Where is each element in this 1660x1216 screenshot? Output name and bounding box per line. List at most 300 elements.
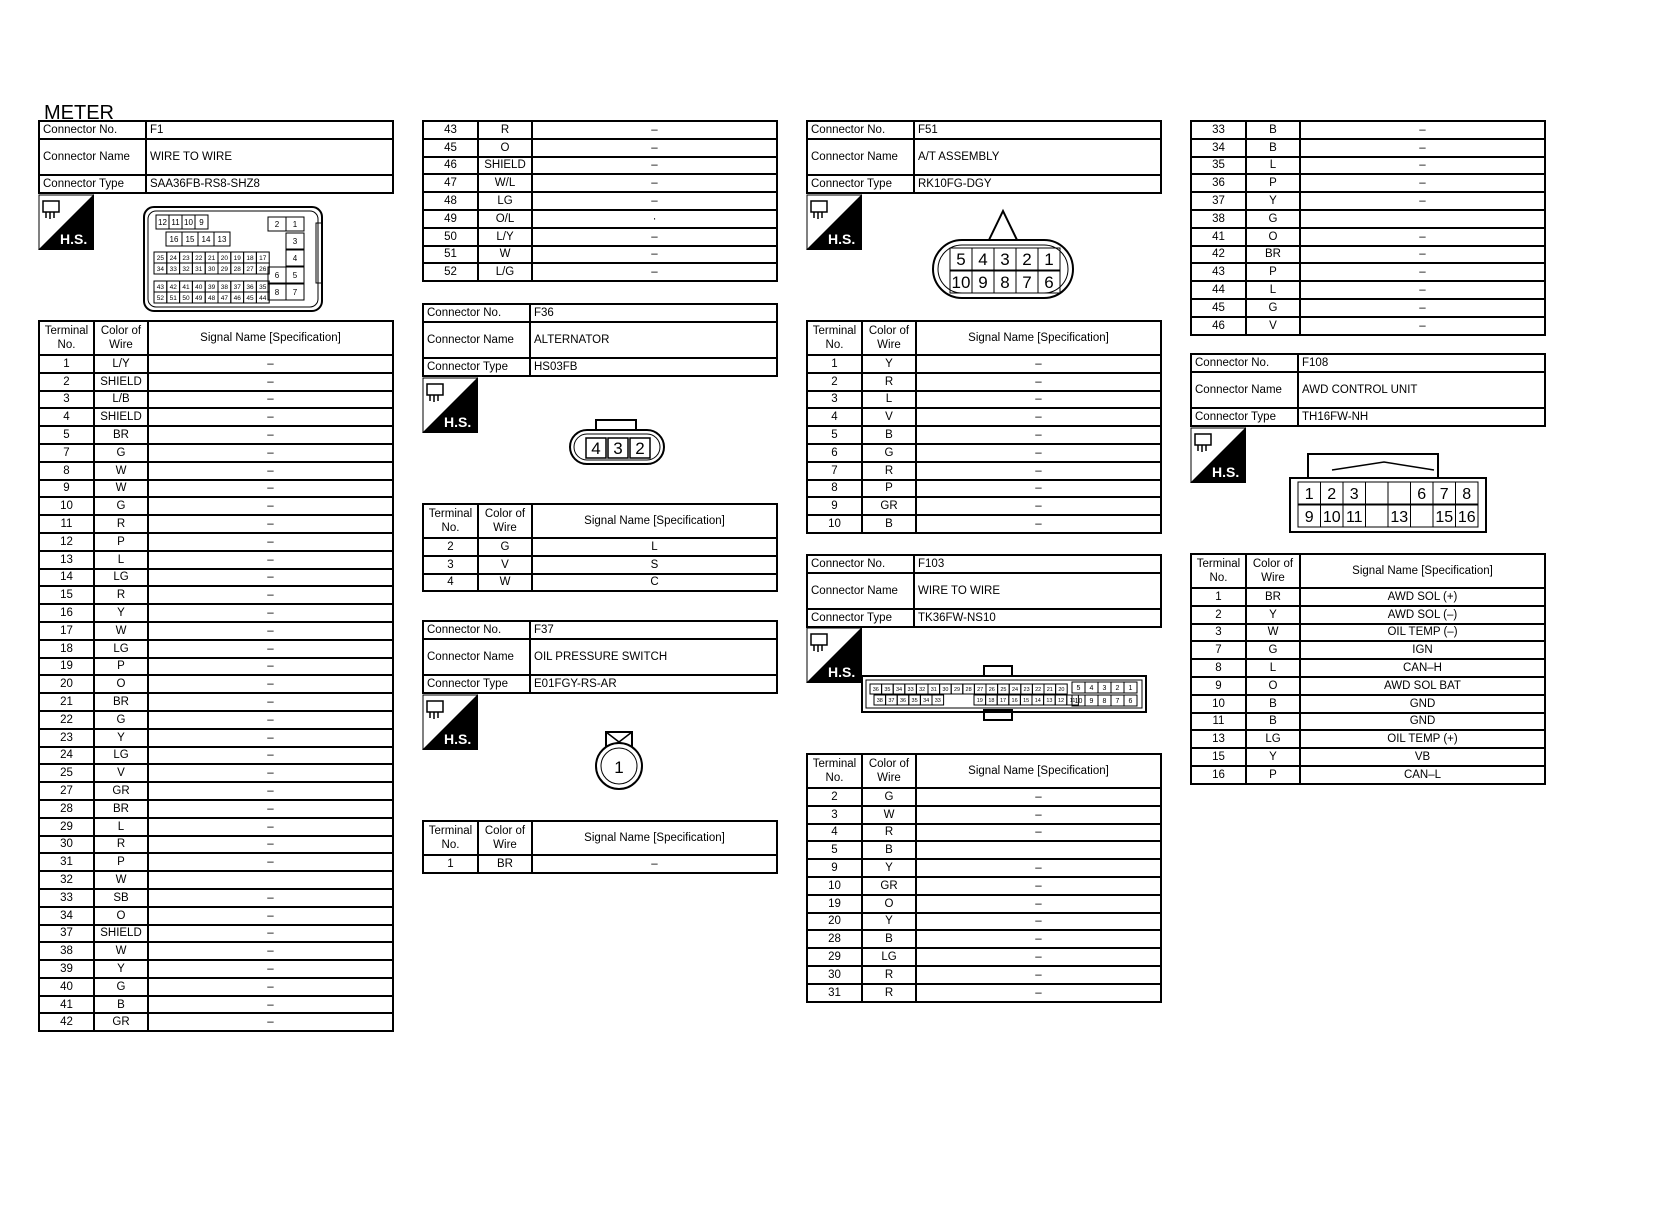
signal-name-cell: L (532, 538, 777, 556)
signal-name-cell: – (148, 462, 393, 480)
signal-name-cell: C (532, 574, 777, 592)
connector-name-value: ALTERNATOR (530, 322, 777, 358)
wire-color-cell: G (862, 788, 916, 806)
terminal-no-cell: 16 (1191, 766, 1246, 784)
signal-name-cell: GND (1300, 695, 1545, 713)
svg-text:11: 11 (1069, 697, 1076, 704)
table-row (423, 574, 777, 592)
svg-text:H.S.: H.S. (444, 414, 472, 430)
wire-color-cell: Y (1246, 748, 1300, 766)
terminal-no-cell: 40 (39, 978, 94, 996)
signal-name-cell: – (532, 121, 777, 139)
svg-text:8: 8 (1102, 698, 1107, 706)
signal-name-cell: – (148, 996, 393, 1014)
terminal-no-cell: 42 (39, 1013, 94, 1031)
table-row (39, 391, 393, 409)
signal-name-cell: – (916, 497, 1161, 515)
svg-text:1: 1 (1044, 250, 1054, 270)
table-row (39, 925, 393, 943)
svg-text:H.S.: H.S. (1212, 464, 1240, 480)
connector-f108-info (1190, 353, 1546, 427)
table-row (39, 747, 393, 765)
color-of-wire-header: Color of Wire (478, 504, 532, 538)
signal-name-cell: – (148, 1013, 393, 1031)
f1-pin (256, 263, 269, 274)
f37-pin: 1 (614, 758, 624, 777)
signal-name-cell: – (916, 408, 1161, 426)
svg-text:7: 7 (1439, 485, 1449, 503)
svg-text:15: 15 (1435, 508, 1454, 526)
signal-name-cell: – (1300, 299, 1545, 317)
svg-text:13: 13 (1046, 697, 1053, 704)
connector-f1-table-cont (422, 120, 778, 282)
svg-text:29: 29 (953, 686, 961, 693)
terminal-no-cell: 7 (807, 462, 862, 480)
table-row (39, 497, 393, 515)
f108-pin (1433, 505, 1456, 527)
wire-color-cell: G (862, 444, 916, 462)
f1-pin (180, 292, 193, 303)
f1-pin (156, 215, 169, 229)
table-row (1191, 606, 1545, 624)
wire-color-cell: O (478, 139, 532, 157)
table-row (39, 782, 393, 800)
connector-f1-table (38, 320, 394, 1032)
wire-color-cell: R (862, 984, 916, 1002)
connector-f108-table (1190, 553, 1546, 785)
connector-no-value: F36 (530, 304, 777, 322)
svg-text:14: 14 (201, 234, 211, 244)
table-row (39, 480, 393, 498)
wire-color-cell: B (1246, 139, 1300, 157)
table-row (423, 556, 777, 574)
f37-connector-face (592, 730, 646, 797)
terminal-no-cell: 31 (807, 984, 862, 1002)
signal-name-cell: – (148, 747, 393, 765)
signal-name-cell: – (148, 960, 393, 978)
signal-name-header: Signal Name [Specification] (532, 504, 777, 538)
svg-text:51: 51 (169, 294, 177, 302)
f1-pin (218, 263, 231, 274)
svg-text:35: 35 (884, 686, 891, 693)
signal-name-cell: – (1300, 121, 1545, 139)
terminal-no-header: Terminal No. (39, 321, 94, 355)
svg-text:15: 15 (1023, 697, 1030, 704)
svg-text:6: 6 (1128, 698, 1133, 706)
f1-pin (192, 292, 205, 303)
signal-name-cell: – (1300, 174, 1545, 192)
terminal-no-cell: 10 (807, 877, 862, 895)
wire-color-cell: B (862, 426, 916, 444)
svg-text:3: 3 (1000, 250, 1010, 270)
terminal-no-cell: 1 (423, 855, 478, 873)
color-of-wire-header: Color of Wire (1246, 554, 1300, 588)
signal-name-cell: – (532, 174, 777, 192)
wire-color-cell: V (862, 408, 916, 426)
svg-text:27: 27 (977, 686, 984, 693)
signal-name-cell: IGN (1300, 641, 1545, 659)
connector-f36-table (422, 503, 778, 592)
wire-color-cell: L (94, 551, 148, 569)
signal-name-cell: CAN–L (1300, 766, 1545, 784)
f1-pin (167, 263, 180, 274)
svg-text:23: 23 (182, 254, 190, 262)
svg-text:18: 18 (246, 254, 254, 262)
wire-color-cell: O (1246, 677, 1300, 695)
terminal-no-cell: 45 (1191, 299, 1246, 317)
table-row (807, 859, 1161, 877)
signal-name-header: Signal Name [Specification] (916, 321, 1161, 355)
terminal-no-cell: 50 (423, 228, 478, 246)
table-row (807, 841, 1161, 859)
table-row (39, 373, 393, 391)
wire-color-cell: BR (1246, 588, 1300, 606)
svg-text:17: 17 (999, 697, 1007, 704)
terminal-no-cell: 41 (39, 996, 94, 1014)
table-row (39, 960, 393, 978)
terminal-no-cell: 45 (423, 139, 478, 157)
terminal-no-cell: 20 (807, 913, 862, 931)
f1-pin (205, 252, 218, 263)
terminal-no-cell: 10 (807, 515, 862, 533)
wire-color-cell: G (478, 538, 532, 556)
signal-name-cell (916, 841, 1161, 859)
signal-name-cell: – (148, 711, 393, 729)
wire-color-cell: B (862, 930, 916, 948)
table-row (1191, 174, 1545, 192)
svg-text:34: 34 (923, 697, 930, 704)
table-row (39, 853, 393, 871)
f1-pin (182, 232, 198, 246)
wire-color-cell: B (862, 515, 916, 533)
f1-pin (231, 281, 244, 292)
wire-color-cell: SHIELD (94, 925, 148, 943)
wire-color-cell: W (478, 246, 532, 264)
terminal-no-cell: 6 (807, 444, 862, 462)
terminal-no-cell: 21 (39, 693, 94, 711)
terminal-no-cell: 3 (807, 806, 862, 824)
signal-name-cell: – (148, 889, 393, 907)
f1-pin (195, 215, 208, 229)
connector-type-label: Connector Type (807, 609, 914, 627)
table-row (39, 889, 393, 907)
signal-name-cell: – (148, 818, 393, 836)
connector-name-label: Connector Name (807, 573, 914, 609)
svg-text:35: 35 (911, 697, 918, 704)
hs-icon (806, 627, 864, 685)
color-of-wire-header: Color of Wire (94, 321, 148, 355)
table-row (807, 373, 1161, 391)
terminal-no-cell: 5 (807, 841, 862, 859)
hs-icon (422, 694, 480, 752)
table-row (807, 408, 1161, 426)
svg-text:34: 34 (156, 265, 165, 273)
f108-pin (1321, 505, 1344, 527)
f1-pin (218, 292, 231, 303)
signal-name-cell: – (916, 877, 1161, 895)
terminal-no-cell: 16 (39, 604, 94, 622)
table-row (423, 121, 777, 139)
f108-connector-face (1288, 452, 1488, 539)
terminal-no-cell: 37 (1191, 192, 1246, 210)
f1-pin (244, 263, 257, 274)
wire-color-cell: SHIELD (478, 157, 532, 175)
f1-pin (268, 284, 286, 300)
connector-no-label: Connector No. (807, 121, 914, 139)
color-of-wire-header: Color of Wire (862, 321, 916, 355)
table-row (1191, 210, 1545, 228)
svg-text:6: 6 (1417, 485, 1427, 503)
svg-text:1: 1 (1128, 685, 1133, 693)
svg-text:H.S.: H.S. (828, 664, 856, 680)
f1-pin (167, 281, 180, 292)
signal-name-cell: CAN–H (1300, 659, 1545, 677)
table-row (39, 533, 393, 551)
wire-color-cell: L/B (94, 391, 148, 409)
terminal-no-cell: 38 (1191, 210, 1246, 228)
terminal-no-cell: 28 (39, 800, 94, 818)
signal-name-cell: – (532, 139, 777, 157)
svg-text:2: 2 (1022, 250, 1032, 270)
f1-pin (154, 263, 167, 274)
svg-text:H.S.: H.S. (828, 231, 856, 247)
f51-pin (950, 271, 972, 293)
terminal-no-cell: 2 (1191, 606, 1246, 624)
connector-no-label: Connector No. (423, 621, 530, 639)
svg-text:44: 44 (259, 294, 267, 302)
svg-text:7: 7 (1115, 698, 1120, 706)
svg-text:45: 45 (246, 294, 254, 302)
wire-color-cell: G (1246, 299, 1300, 317)
signal-name-cell: – (916, 948, 1161, 966)
signal-name-cell: – (148, 640, 393, 658)
svg-text:23: 23 (1023, 686, 1030, 693)
svg-text:6: 6 (274, 270, 280, 280)
table-row (39, 426, 393, 444)
svg-text:32: 32 (182, 265, 190, 273)
connector-f37-info (422, 620, 778, 694)
terminal-no-cell: 34 (39, 907, 94, 925)
connector-name-label: Connector Name (423, 639, 530, 675)
table-row (807, 966, 1161, 984)
signal-name-cell: – (148, 675, 393, 693)
terminal-no-cell: 35 (1191, 157, 1246, 175)
wire-color-cell: Y (94, 960, 148, 978)
svg-text:17: 17 (259, 254, 267, 262)
svg-text:50: 50 (182, 294, 190, 302)
svg-text:3: 3 (292, 236, 298, 246)
svg-text:5: 5 (1076, 685, 1081, 693)
svg-text:13: 13 (217, 234, 227, 244)
connector-f36-info (422, 303, 778, 377)
signal-name-header: Signal Name [Specification] (1300, 554, 1545, 588)
table-row (1191, 695, 1545, 713)
svg-text:5: 5 (956, 250, 966, 270)
connector-type-value: HS03FB (530, 358, 777, 376)
f1-pin (154, 252, 167, 263)
table-row (1191, 246, 1545, 264)
table-row (423, 157, 777, 175)
svg-text:4: 4 (978, 250, 988, 270)
svg-text:25: 25 (1000, 686, 1007, 693)
signal-name-cell: – (1300, 157, 1545, 175)
f108-pin (1456, 505, 1479, 527)
hs-icon (806, 194, 864, 252)
signal-name-cell: – (532, 228, 777, 246)
signal-name-cell: – (148, 391, 393, 409)
signal-name-cell: S (532, 556, 777, 574)
signal-name-cell: – (148, 942, 393, 960)
f1-pin (166, 232, 182, 246)
table-row (39, 800, 393, 818)
wire-color-cell: W/L (478, 174, 532, 192)
table-row (807, 497, 1161, 515)
terminal-no-cell: 13 (1191, 730, 1246, 748)
table-row (39, 871, 393, 889)
wire-color-cell: Y (94, 729, 148, 747)
table-row (39, 444, 393, 462)
wire-color-cell: Y (94, 604, 148, 622)
connector-type-value: SAA36FB-RS8-SHZ8 (146, 175, 393, 193)
terminal-no-cell: 29 (807, 948, 862, 966)
signal-name-cell: – (148, 444, 393, 462)
svg-text:10: 10 (951, 273, 971, 293)
svg-text:16: 16 (1457, 508, 1476, 526)
terminal-no-cell: 18 (39, 640, 94, 658)
signal-name-cell: – (1300, 228, 1545, 246)
signal-name-cell: – (916, 824, 1161, 842)
svg-text:11: 11 (171, 217, 180, 227)
wire-color-cell: LG (94, 569, 148, 587)
signal-name-cell: – (916, 515, 1161, 533)
wire-color-cell: R (862, 966, 916, 984)
wire-color-cell: W (94, 942, 148, 960)
table-row (39, 942, 393, 960)
svg-text:6: 6 (1044, 273, 1054, 293)
signal-name-cell: · (532, 210, 777, 228)
table-row (39, 551, 393, 569)
table-row (1191, 588, 1545, 606)
wire-color-cell: V (478, 556, 532, 574)
f1-pin (169, 215, 182, 229)
svg-text:22: 22 (195, 254, 203, 262)
table-row (39, 408, 393, 426)
svg-text:43: 43 (156, 283, 165, 291)
svg-text:12: 12 (158, 217, 167, 227)
table-row (423, 228, 777, 246)
f1-pin (192, 281, 205, 292)
svg-text:24: 24 (1011, 686, 1019, 693)
svg-text:1: 1 (292, 219, 298, 229)
svg-text:4: 4 (591, 439, 601, 458)
terminal-no-cell: 42 (1191, 246, 1246, 264)
table-row (807, 930, 1161, 948)
f1-pin (231, 252, 244, 263)
signal-name-cell: – (148, 782, 393, 800)
wire-color-cell: BR (94, 426, 148, 444)
connector-f103-table (806, 753, 1162, 1003)
terminal-no-cell: 51 (423, 246, 478, 264)
terminal-no-cell: 46 (423, 157, 478, 175)
wire-color-cell: V (94, 764, 148, 782)
terminal-no-header: Terminal No. (807, 754, 862, 788)
f1-pin (192, 263, 205, 274)
signal-name-cell: – (532, 855, 777, 873)
wire-color-cell: O (94, 907, 148, 925)
signal-name-cell: – (916, 426, 1161, 444)
table-row (807, 806, 1161, 824)
f1-pin (180, 281, 193, 292)
wire-color-cell: G (94, 497, 148, 515)
signal-name-cell: – (148, 551, 393, 569)
svg-text:38: 38 (876, 697, 883, 704)
f1-pin (198, 232, 214, 246)
terminal-no-header: Terminal No. (423, 821, 478, 855)
svg-text:48: 48 (207, 294, 216, 302)
table-row (1191, 659, 1545, 677)
f1-pin (167, 292, 180, 303)
wire-color-cell: Y (862, 355, 916, 373)
table-row (39, 693, 393, 711)
wire-color-cell: GR (862, 497, 916, 515)
terminal-no-cell: 30 (39, 836, 94, 854)
svg-text:25: 25 (156, 254, 165, 262)
connector-type-value: RK10FG-DGY (914, 175, 1161, 193)
svg-text:1: 1 (1304, 485, 1314, 503)
svg-text:10: 10 (184, 217, 193, 227)
terminal-no-header: Terminal No. (1191, 554, 1246, 588)
wire-color-cell: Y (1246, 192, 1300, 210)
signal-name-cell: AWD SOL (+) (1300, 588, 1545, 606)
wire-color-cell: L (1246, 281, 1300, 299)
svg-text:H.S.: H.S. (60, 231, 88, 247)
terminal-no-cell: 15 (1191, 748, 1246, 766)
table-row (39, 640, 393, 658)
table-row (1191, 263, 1545, 281)
wire-color-cell: LG (94, 640, 148, 658)
table-row (807, 788, 1161, 806)
wire-color-cell: SHIELD (94, 373, 148, 391)
wire-color-cell: Y (1246, 606, 1300, 624)
signal-name-cell: – (916, 913, 1161, 931)
signal-name-cell: – (1300, 281, 1545, 299)
table-row (1191, 766, 1545, 784)
svg-text:10: 10 (1322, 508, 1341, 526)
signal-name-cell: – (532, 246, 777, 264)
table-row (807, 895, 1161, 913)
svg-text:37: 37 (888, 697, 895, 704)
connector-name-label: Connector Name (807, 139, 914, 175)
wire-color-cell: L/Y (94, 355, 148, 373)
connector-f51-info (806, 120, 1162, 194)
wire-color-cell: BR (94, 693, 148, 711)
connector-no-label: Connector No. (423, 304, 530, 322)
terminal-no-cell: 1 (807, 355, 862, 373)
wire-color-cell: V (1246, 317, 1300, 335)
svg-text:29: 29 (220, 265, 229, 273)
wire-color-cell: P (1246, 263, 1300, 281)
terminal-no-cell: 30 (807, 966, 862, 984)
wire-color-cell: LG (862, 948, 916, 966)
terminal-no-cell: 44 (1191, 281, 1246, 299)
wire-color-cell: W (94, 871, 148, 889)
wire-color-cell: R (862, 462, 916, 480)
svg-text:42: 42 (169, 283, 177, 291)
svg-text:7: 7 (292, 287, 298, 297)
terminal-no-cell: 11 (39, 515, 94, 533)
svg-text:38: 38 (220, 283, 229, 291)
terminal-no-cell: 3 (423, 556, 478, 574)
